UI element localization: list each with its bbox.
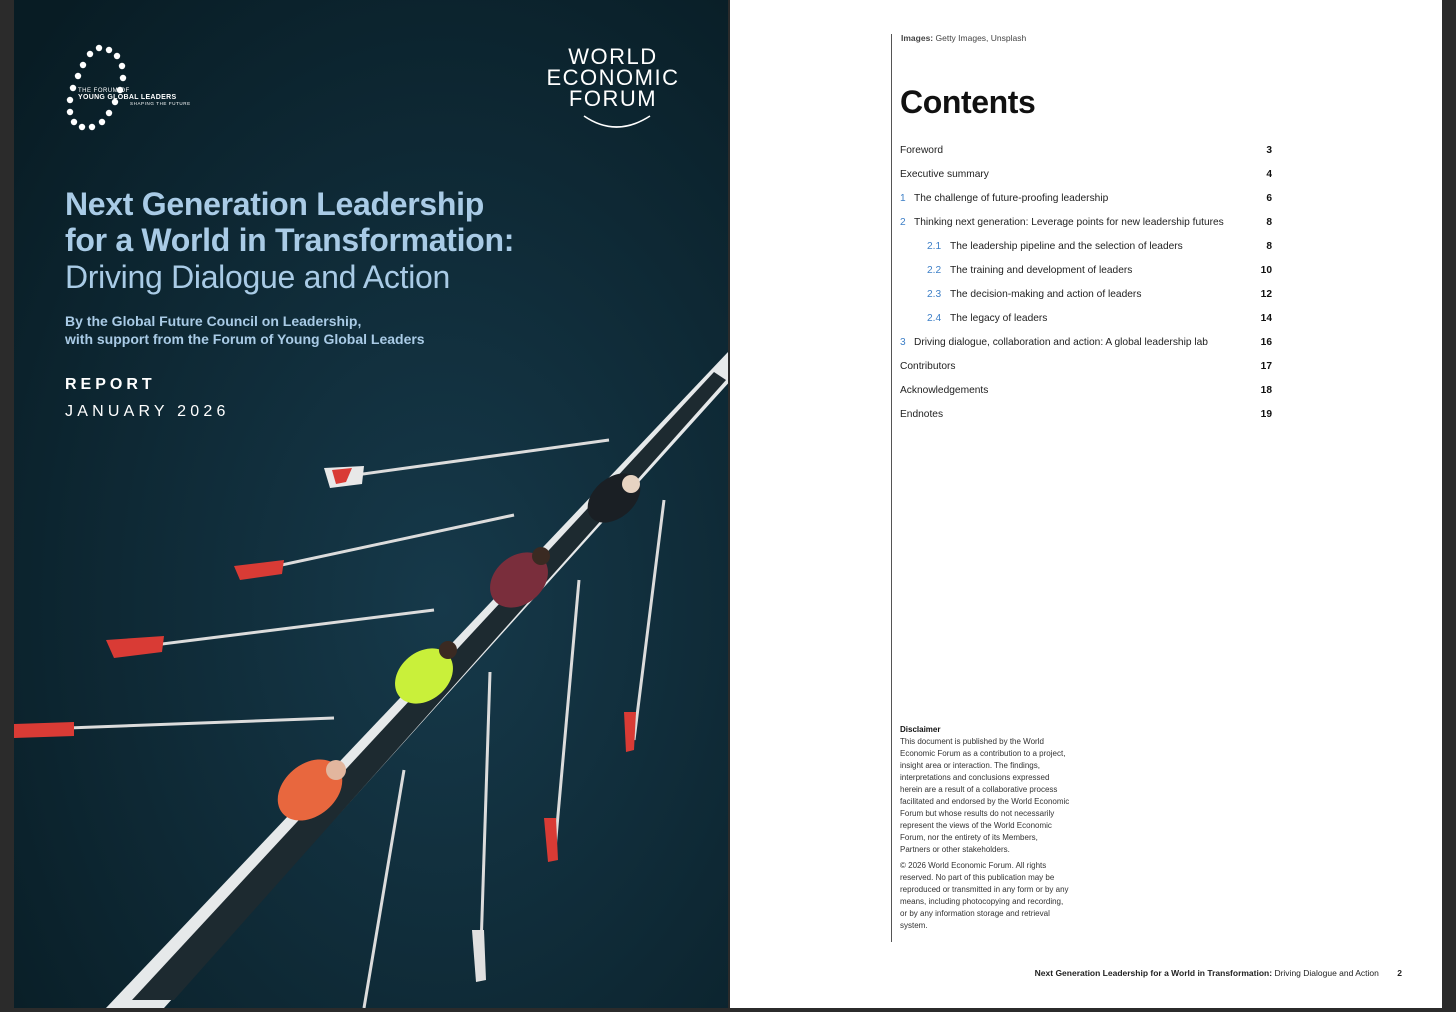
- image-credits: [901, 33, 1026, 43]
- rowing-boat-photo: [14, 0, 728, 1008]
- toc-entry-page: 3: [1266, 145, 1272, 156]
- toc-entry-page: 12: [1260, 289, 1272, 300]
- cover-byline-line2: with support from the Forum of Young Global Leaders: [65, 331, 425, 347]
- toc-entry-label: Contributors: [900, 361, 956, 372]
- page-footer: [1035, 968, 1402, 978]
- vertical-rule: [891, 34, 892, 942]
- contents-title: Contents: [900, 84, 1036, 120]
- toc-entry[interactable]: [900, 287, 1272, 311]
- toc-entry[interactable]: [900, 167, 1272, 191]
- toc-entry[interactable]: [900, 215, 1272, 239]
- toc-entry-page: 18: [1260, 385, 1272, 396]
- toc-entry[interactable]: [900, 407, 1272, 431]
- copyright-text: © 2026 World Economic Forum. All rights reserved. No part of this publication may be reproduced or transmitted in any form or by any means, including photocopying and recording, or by any information storage and retrieval system.: [900, 861, 1069, 930]
- disclaimer: [900, 724, 1070, 936]
- young-global-leaders-logo: [64, 40, 204, 140]
- toc-entry-page: 8: [1266, 241, 1272, 252]
- toc-entry[interactable]: [900, 263, 1272, 287]
- toc-entry[interactable]: [900, 335, 1272, 359]
- toc-entry-label: Executive summary: [900, 169, 989, 180]
- cover-subtitle: Driving Dialogue and Action: [65, 259, 451, 295]
- toc-entry-label: Acknowledgements: [900, 385, 989, 396]
- ygl-logo-line1: THE FORUM OF: [78, 88, 130, 94]
- toc-entry-page: 4: [1266, 169, 1272, 180]
- toc-entry-page: 16: [1260, 337, 1272, 348]
- footer-title-light: Driving Dialogue and Action: [1274, 968, 1379, 978]
- world-economic-forum-logo: [540, 46, 686, 136]
- report-label: REPORT: [65, 376, 156, 393]
- wef-logo-line2: ECONOMIC: [546, 65, 680, 90]
- toc-entry[interactable]: [900, 311, 1272, 335]
- contents-page: [730, 0, 1442, 1008]
- cover-byline-line1: By the Global Future Council on Leadership,: [65, 313, 362, 329]
- toc-entry-label: The decision-making and action of leaders: [950, 289, 1142, 300]
- toc-entry-label: The challenge of future-proofing leadership: [914, 193, 1109, 204]
- footer-title-bold: Next Generation Leadership for a World in Transformation:: [1034, 968, 1273, 978]
- cover-title-line2: for a World in Transformation:: [65, 222, 515, 258]
- toc-entry[interactable]: [900, 191, 1272, 215]
- toc-entry-label: The leadership pipeline and the selection of leaders: [950, 241, 1183, 252]
- toc-entry-number: 3: [900, 337, 906, 348]
- wef-logo-line1: WORLD: [568, 44, 658, 69]
- toc-entry-number: 2.2: [927, 265, 942, 276]
- footer-page-number: 2: [1397, 968, 1402, 978]
- toc-entry-number: 2.3: [927, 289, 942, 300]
- cover-page: [14, 0, 728, 1008]
- toc-entry-label: The legacy of leaders: [950, 313, 1048, 324]
- toc-entry-page: 19: [1260, 409, 1272, 420]
- toc-entry-label: Thinking next generation: Leverage points for new leadership futures: [914, 217, 1224, 228]
- toc-entry-label: The training and development of leaders: [950, 265, 1133, 276]
- toc-entry[interactable]: [900, 143, 1272, 167]
- toc-entry-number: 2.1: [927, 241, 942, 252]
- toc-entry-page: 8: [1266, 217, 1272, 228]
- toc-entry-page: 10: [1260, 265, 1272, 276]
- report-date: JANUARY 2026: [65, 403, 230, 420]
- toc-entry-page: 6: [1266, 193, 1272, 204]
- table-of-contents: [900, 143, 1272, 431]
- disclaimer-heading: Disclaimer: [900, 725, 941, 734]
- cover-byline: [65, 312, 425, 348]
- toc-entry-label: Endnotes: [900, 409, 944, 420]
- cover-title-line1: Next Generation Leadership: [65, 186, 484, 222]
- toc-entry-page: 17: [1260, 361, 1272, 372]
- toc-entry-label: Driving dialogue, collaboration and action: A global leadership lab: [914, 337, 1208, 348]
- wef-swoosh-icon: [580, 106, 654, 132]
- toc-entry-number: 2.4: [927, 313, 942, 324]
- image-credits-label: Images:: [901, 33, 934, 43]
- toc-entry-label: Foreword: [900, 145, 944, 156]
- ygl-logo-line3: SHAPING THE FUTURE: [130, 100, 191, 106]
- toc-entry-page: 14: [1260, 313, 1272, 324]
- disclaimer-text: This document is published by the World Economic Forum as a contribution to a project, insight area or interaction. The findings, interpretations and conclusions expressed herein are a result of a collaborative process facilitated and endorsed by the World Economic Forum but whose results do not necessarily represent the views of the World Economic Forum, nor the entirety of its Members, Partners or other stakeholders.: [900, 737, 1070, 854]
- cover-title: [65, 186, 535, 296]
- toc-entry[interactable]: [900, 359, 1272, 383]
- image-credits-value: Getty Images, Unsplash: [935, 33, 1027, 43]
- toc-entry[interactable]: [900, 239, 1272, 263]
- ygl-logo-line2: YOUNG GLOBAL LEADERS: [78, 94, 177, 102]
- toc-entry[interactable]: [900, 383, 1272, 407]
- toc-entry-number: 1: [900, 193, 906, 204]
- toc-entry-number: 2: [900, 217, 906, 228]
- wef-logo-line3: FORUM: [568, 86, 658, 111]
